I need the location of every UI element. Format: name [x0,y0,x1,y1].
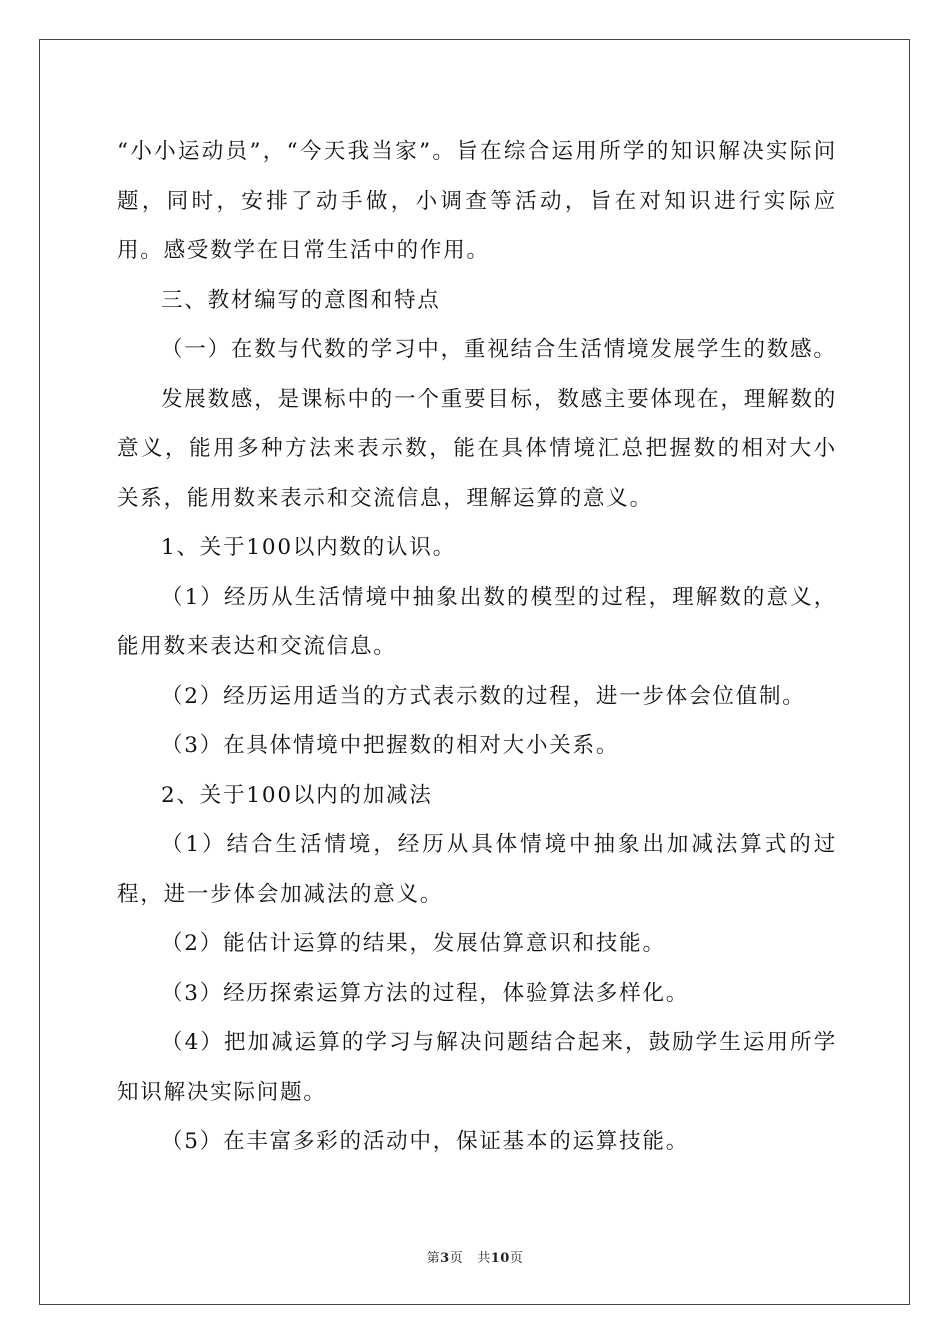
total-pages: 10 [490,1251,510,1266]
list-heading: 1、关于100以内数的认识。 [161,535,456,560]
page-suffix: 页 [449,1251,464,1266]
list-item: （4）把加减运算的学习与解决问题结合起来，鼓励学生运用所学知识解决实际问题。 [117,1030,837,1105]
subsection-heading: （一）在数与代数的学习中，重视结合生活情境发展学生的数感。 [161,337,837,362]
total-suffix: 页 [509,1251,524,1266]
list-heading: 2、关于100以内的加减法 [161,782,433,808]
page-prefix: 第 [426,1251,441,1266]
total-prefix: 共 [477,1251,491,1266]
paragraph: “小小运动员”，“今天我当家”。旨在综合运用所学的知识解决实际问题，同时，安排了动手做，小调查等活动，旨在对知识进行实际应用。感受数学在日常生活中的作用。 [117,139,837,263]
list-item: （2）经历运用适当的方式表示数的过程，进一步体会位值制。 [161,683,806,709]
list-item: （3）经历探索运算方法的过程，体验算法多样化。 [161,980,690,1006]
paragraph: 发展数感，是课标中的一个重要目标，数感主要体现在，理解数的意义，能用多种方法来表示数，能在具体情境汇总把握数的相对大小关系，能用数来表示和交流信息，理解运算的意义。 [117,386,837,511]
section-heading: 三、教材编写的意图和特点 [161,287,441,313]
list-item: （3）在具体情境中把握数的相对大小关系。 [161,733,620,758]
page-footer [0,1247,950,1266]
document-body [117,127,837,1167]
list-item: （2）能估计运算的结果，发展估算意识和技能。 [161,931,666,956]
list-item: （5）在丰富多彩的活动中，保证基本的运算技能。 [161,1129,690,1154]
list-item: （1）经历从生活情境中抽象出数的模型的过程，理解数的意义，能用数来表达和交流信息。 [117,584,837,659]
page-number: 3 [440,1251,450,1266]
list-item: （1）结合生活情境，经历从具体情境中抽象出加减法算式的过程，进一步体会加减法的意义。 [117,832,837,907]
